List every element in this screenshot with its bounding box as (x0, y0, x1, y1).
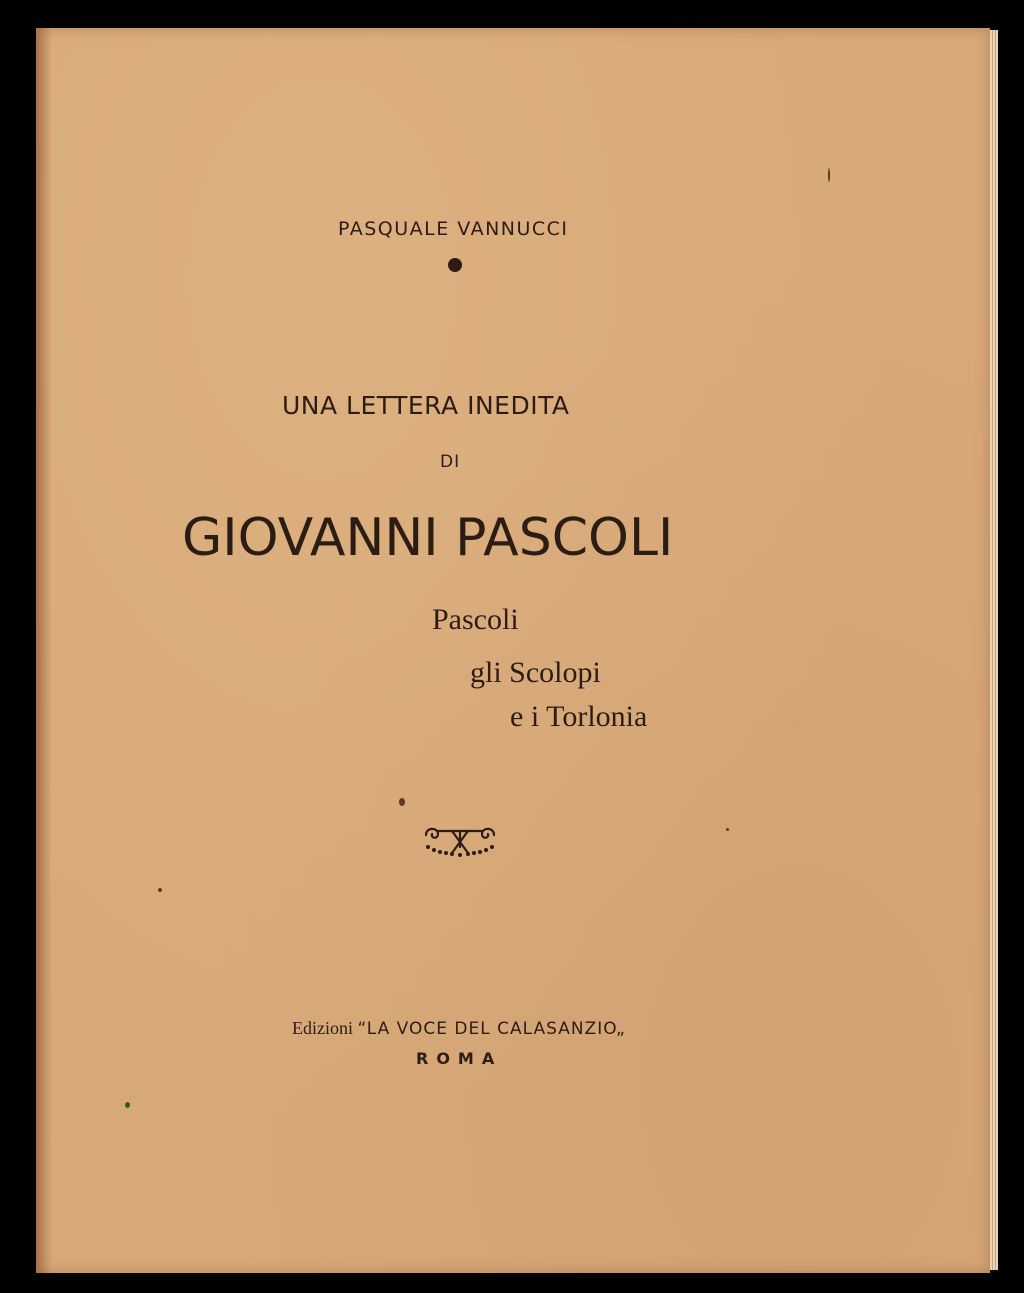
main-title: GIOVANNI PASCOLI (182, 508, 674, 568)
paper-speck (158, 888, 162, 892)
title-line-2: DI (440, 452, 461, 472)
paper-speck (125, 1102, 130, 1108)
subtitle-line-1: Pascoli (432, 603, 519, 636)
subtitle-line-2: gli Scolopi (470, 656, 601, 689)
publication-city: ROMA (416, 1049, 503, 1068)
publisher-prefix: Edizioni (292, 1018, 353, 1038)
paper-speck (399, 798, 405, 806)
page-edges (990, 30, 998, 1270)
bullet-dot-icon (448, 258, 462, 272)
subtitle-line-3: e i Torlonia (510, 700, 648, 733)
paper-speck (828, 168, 830, 182)
spine-edge (36, 28, 52, 1273)
publisher-line (292, 1018, 626, 1039)
book-cover (36, 28, 990, 1273)
author-name: PASQUALE VANNUCCI (338, 218, 569, 240)
scroll-ornament-icon (422, 823, 498, 859)
title-line-1: UNA LETTERA INEDITA (282, 391, 570, 420)
publisher-name: “LA VOCE DEL CALASANZIO„ (357, 1019, 626, 1039)
paper-speck (726, 828, 729, 831)
